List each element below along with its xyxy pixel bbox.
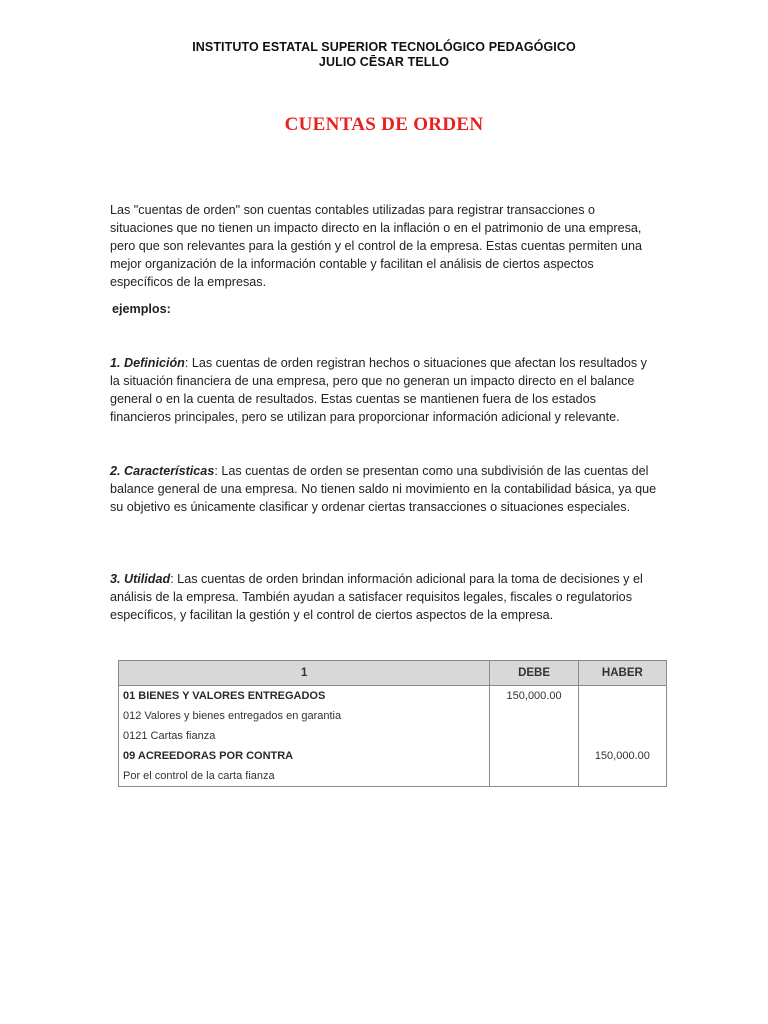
table-row bbox=[119, 746, 667, 766]
document-title: CUENTAS DE ORDEN bbox=[284, 114, 484, 135]
definition-term: 1. Definición bbox=[110, 356, 185, 370]
table-row bbox=[119, 706, 667, 726]
row-debe bbox=[490, 726, 578, 746]
institution-name: INSTITUTO ESTATAL SUPERIOR TECNOLÓGICO PEDAGÓGICO bbox=[192, 40, 576, 54]
characteristics-paragraph bbox=[110, 462, 660, 516]
institution-header bbox=[0, 40, 768, 70]
person-name: JULIO CĒSAR TELLO bbox=[318, 55, 450, 69]
utility-paragraph bbox=[110, 570, 660, 624]
row-desc: 09 ACREEDORAS POR CONTRA bbox=[119, 746, 490, 766]
utility-term: 3. Utilidad bbox=[110, 572, 171, 586]
row-haber bbox=[578, 766, 666, 787]
row-debe bbox=[490, 746, 578, 766]
definition-text: : Las cuentas de orden registran hechos o situaciones que afectan los resultados y la situación financiera de una empresa, pero que no generan un impacto directo en el balance general o en la cuenta de resultados. Estas cuentas se mantienen fuera de los estados financieros principales, pero se utilizan para proporcionar información adicional y relevante. bbox=[110, 356, 647, 424]
row-debe: 150,000.00 bbox=[490, 686, 578, 707]
row-desc: 012 Valores y bienes entregados en garantia bbox=[119, 706, 490, 726]
table-row bbox=[119, 686, 667, 707]
table-header-row bbox=[119, 661, 667, 686]
characteristics-text: : Las cuentas de orden se presentan como una subdivisión de las cuentas del balance general de una empresa. No tienen saldo ni movimiento en la contabilidad básica, ya que su objetivo es únicamente clasificar y ordenar ciertas transacciones o situaciones especiales. bbox=[110, 464, 657, 514]
row-desc: Por el control de la carta fianza bbox=[119, 766, 490, 787]
header-entry-number: 1 bbox=[119, 661, 490, 686]
journal-entry-table bbox=[118, 660, 667, 787]
header-debe: DEBE bbox=[490, 661, 578, 686]
header-haber: HABER bbox=[578, 661, 666, 686]
examples-label: ejemplos: bbox=[112, 302, 171, 316]
table-row bbox=[119, 766, 667, 787]
row-haber bbox=[578, 726, 666, 746]
utility-text: : Las cuentas de orden brindan información adicional para la toma de decisiones y el análisis de la empresa. También ayudan a satisfacer requisitos legales, fiscales o regulatorios específicos, y facilitan la gestión y el control de ciertos aspectos de la empresa. bbox=[110, 572, 643, 622]
characteristics-term: 2. Características bbox=[110, 464, 215, 478]
row-haber bbox=[578, 706, 666, 726]
row-haber bbox=[578, 686, 666, 707]
row-desc: 01 BIENES Y VALORES ENTREGADOS bbox=[119, 686, 490, 707]
definition-paragraph bbox=[110, 354, 660, 426]
row-desc: 0121 Cartas fianza bbox=[119, 726, 490, 746]
row-debe bbox=[490, 706, 578, 726]
journal-entry-table-wrap bbox=[118, 660, 667, 790]
table-row bbox=[119, 726, 667, 746]
intro-paragraph: Las "cuentas de orden" son cuentas contables utilizadas para registrar transacciones o situaciones que no tienen un impacto directo en la inflación o en el patrimonio de una empresa, pero que son relevantes para la gestión y el control de la empresa. Estas cuentas permiten una mejor organización de la información contable y facilitan el análisis de ciertos aspectos específicos de la empresas. bbox=[110, 203, 643, 289]
row-debe bbox=[490, 766, 578, 787]
row-haber: 150,000.00 bbox=[578, 746, 666, 766]
